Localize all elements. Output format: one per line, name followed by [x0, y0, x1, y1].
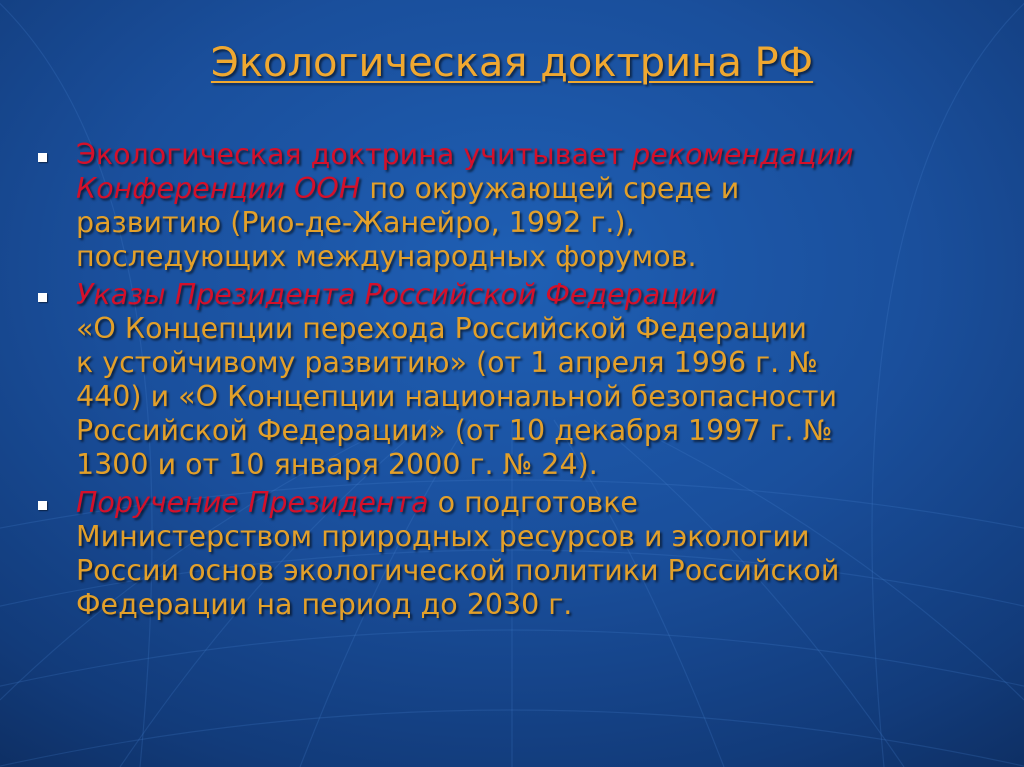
bullet-emphasis-text: рекомендации — [632, 138, 854, 171]
bullet-line — [76, 138, 1008, 172]
bullet-text: 440) и «О Концепции национальной безопасности — [76, 380, 838, 413]
bullet-marker-icon — [38, 153, 47, 162]
bullet-marker-icon — [38, 293, 47, 302]
bullet-emphasis-text: Экологическая доктрина учитывает — [76, 138, 633, 171]
bullet-line — [76, 554, 1008, 588]
bullet-line — [76, 588, 1008, 622]
bullet-marker-icon — [38, 501, 47, 510]
bullet-text: к устойчивому развитию» (от 1 апреля 1996 г. № — [76, 346, 818, 379]
bullet-text: России основ экологической политики Российской — [76, 554, 840, 587]
bullet-line — [76, 312, 1008, 346]
bullet-text: последующих международных форумов. — [76, 240, 697, 273]
bullet-line — [76, 486, 1008, 520]
bullet-item — [36, 138, 1008, 274]
bullet-text: Федерации на период до 2030 г. — [76, 588, 573, 621]
bullet-text: 1300 и от 10 января 2000 г. № 24). — [76, 448, 598, 481]
bullet-line — [76, 172, 1008, 206]
bullet-line — [76, 520, 1008, 554]
bullet-emphasis-text: Указы Президента Российской Федерации — [76, 278, 717, 311]
bullet-line — [76, 278, 1008, 312]
bullet-emphasis-text: Конференции ООН — [76, 172, 361, 205]
bullet-text: о подготовке — [428, 486, 638, 519]
bullet-text: развитию (Рио-де-Жанейро, 1992 г.), — [76, 206, 635, 239]
bullet-list — [36, 138, 1008, 626]
bullet-line — [76, 448, 1008, 482]
bullet-line — [76, 346, 1008, 380]
slide-title-text: Экологическая доктрина РФ — [210, 40, 814, 86]
bullet-text: Российской Федерации» (от 10 декабря 1997 г. № — [76, 414, 833, 447]
bullet-line — [76, 414, 1008, 448]
bullet-text: «О Концепции перехода Российской Федерации — [76, 312, 807, 345]
bullet-line — [76, 206, 1008, 240]
bullet-text: по окружающей среде и — [360, 172, 740, 205]
bullet-text: Министерством природных ресурсов и экологии — [76, 520, 810, 553]
bullet-item — [36, 486, 1008, 622]
bullet-line — [76, 380, 1008, 414]
bullet-emphasis-text: Поручение Президента — [76, 486, 429, 519]
bullet-item — [36, 278, 1008, 482]
bullet-line — [76, 240, 1008, 274]
slide-title — [0, 38, 1024, 88]
